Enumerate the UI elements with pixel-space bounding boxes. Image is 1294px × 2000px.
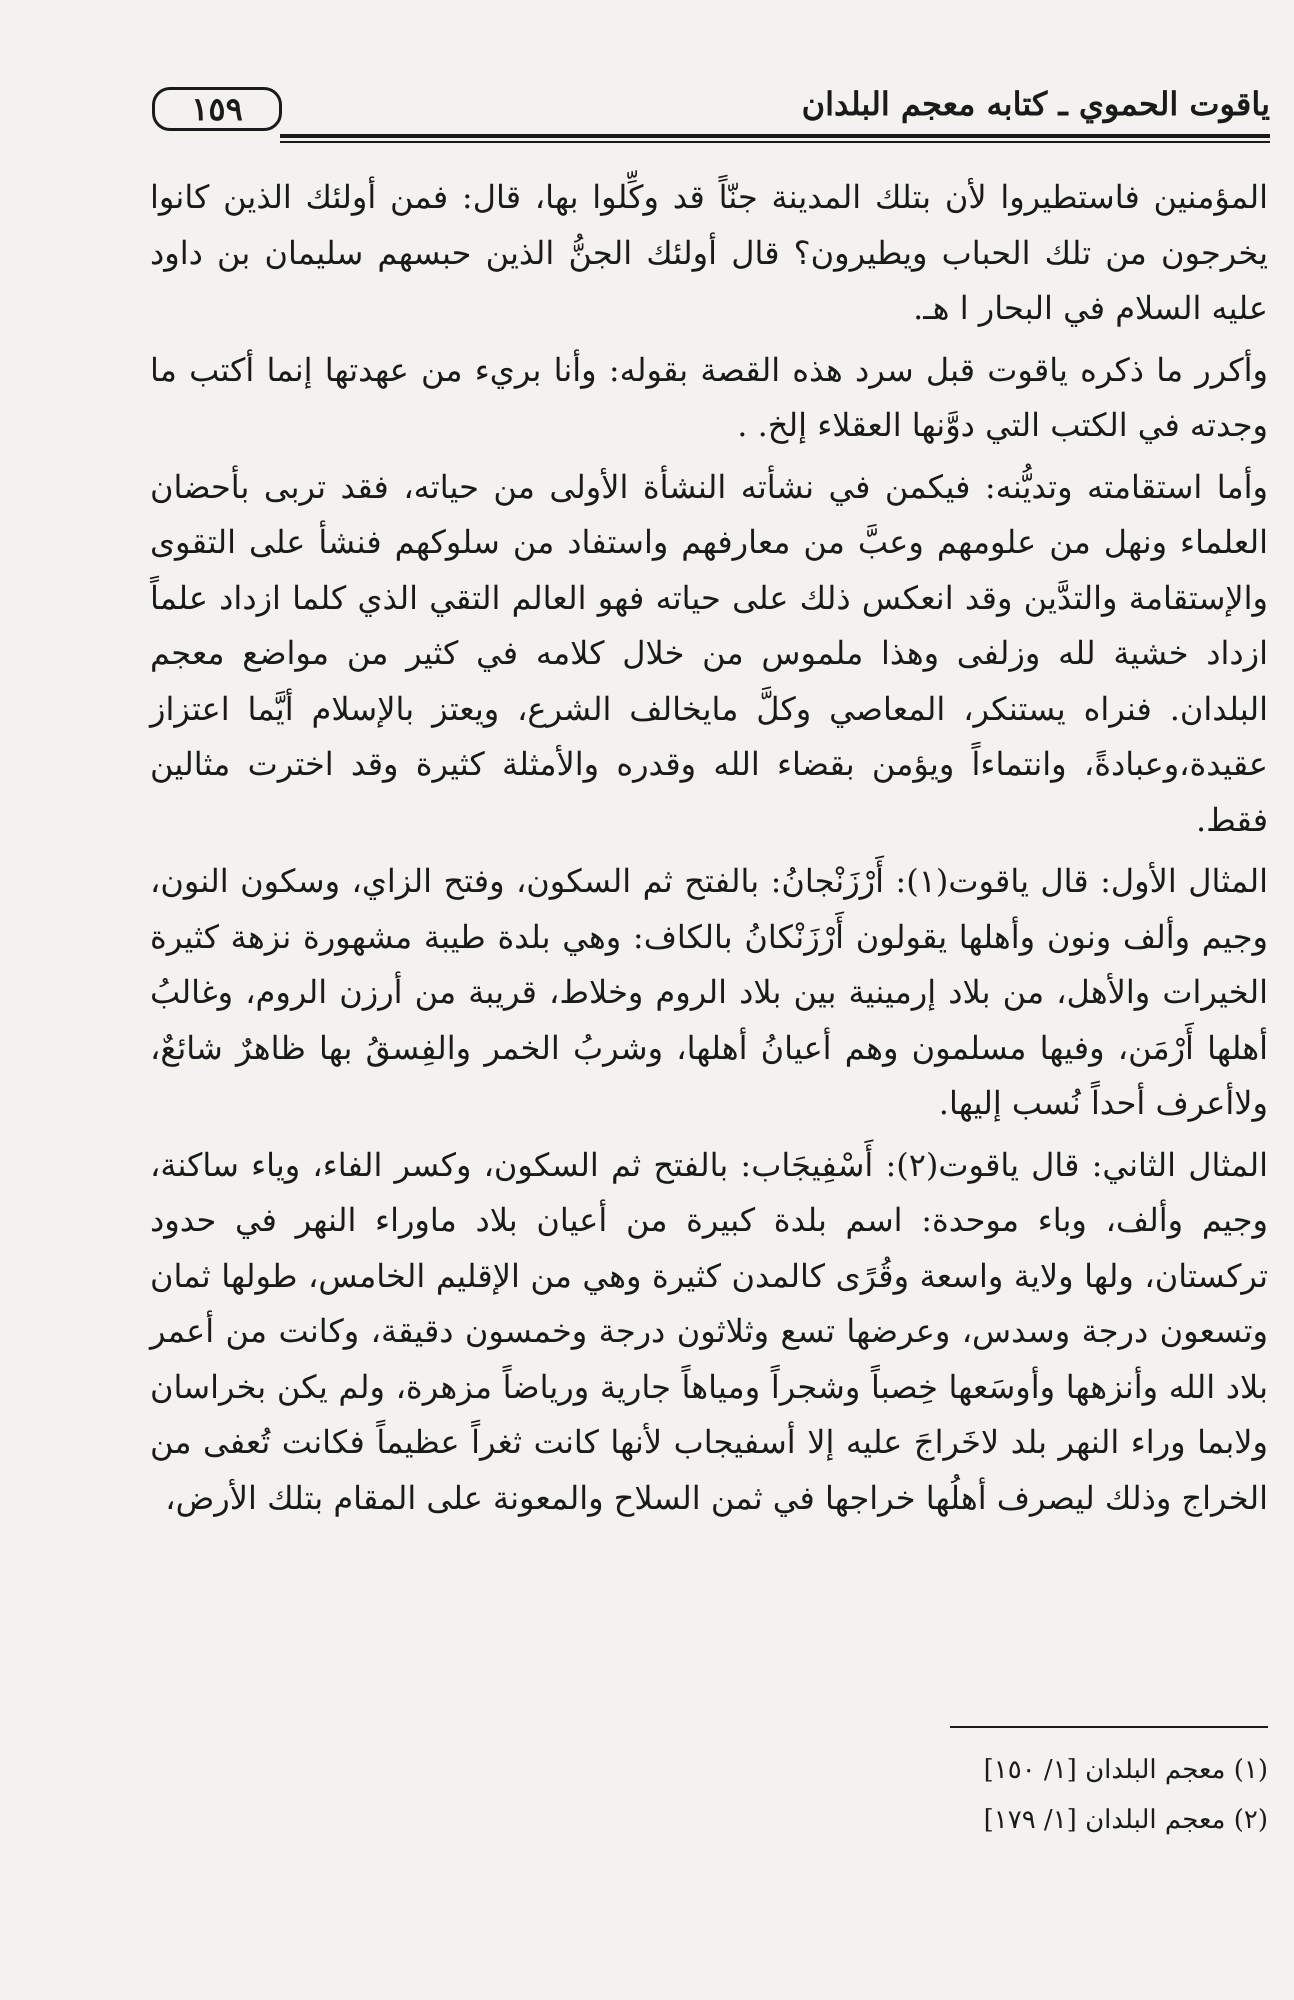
paragraph: وأكرر ما ذكره ياقوت قبل سرد هذه القصة بقوله: وأنا بريء من عهدتها إنما أكتب ما وجدته في الكتب التي دوَّنها العقلاء إلخ. . <box>150 350 1268 444</box>
footnote: (٢) معجم البلدان [١/ ١٧٩] <box>983 1805 1268 1835</box>
footnote: (١) معجم البلدان [١/ ١٥٠] <box>983 1755 1268 1785</box>
footnote-separator <box>950 1726 1268 1728</box>
header-rule <box>280 134 1270 138</box>
header-rule-thin <box>280 141 1270 143</box>
running-title: ياقوت الحموي ـ كتابه معجم البلدان <box>801 85 1270 123</box>
paragraph: المثال الأول: قال ياقوت(١): أَرْزَنْجانُ: بالفتح ثم السكون، وفتح الزاي، وسكون النون، وجيم وألف ونون وأهلها يقولون أَرْزَنْكانُ بالكاف: وهي بلدة طيبة مشهورة نزهة كثيرة الخيرات والأهل، من بلاد إرمينية بين بلاد الروم وخلاط، قريبة من أرزن الروم، وغالبُ أهلها أَرْمَن، وفيها مسلمون وهم أعيانُ أهلها، وشربُ الخمر والفِسقُ بها ظاهرٌ شائعٌ، ولاأعرف أحداً نُسب إليها. <box>150 862 1269 1122</box>
page-number: ١٥٩ <box>152 87 282 131</box>
paragraph: المؤمنين فاستطيروا لأن بتلك المدينة جنّاً قد وكِّلوا بها، قال: فمن أولئك الذين كانوا يخرجون من تلك الحباب ويطيرون؟ قال أولئك الجنُّ الذين حبسهم سليمان بن داود عليه السلام في البحار ا هـ. <box>150 178 1269 327</box>
page-header <box>150 85 1270 155</box>
footnotes <box>150 1745 1268 1845</box>
paragraph: وأما استقامته وتديُّنه: فيكمن في نشأته النشأة الأولى من حياته، فقد تربى بأحضان العلماء ونهل من علومهم وعبَّ من معارفهم واستفاد من سلوكهم فنشأ على التقوى والإستقامة والتدَّين وقد انعكس ذلك على حياته فهو العالم التقي الذي كلما ازداد علماً ازداد خشية لله وزلفى وهذا ملموس من خلال كلامه في كثير من مواضع معجم البلدان. فنراه يستنكر، المعاصي وكلَّ مايخالف الشرع، ويعتز بالإسلام أيَّما اعتزاز عقيدة،وعبادةً، وانتماءاً ويؤمن بقضاء الله وقدره والأمثلة كثيرة وقد اخترت مثالين فقط. <box>150 467 1269 839</box>
paragraph: المثال الثاني: قال ياقوت(٢): أَسْفِيجَاب: بالفتح ثم السكون، وكسر الفاء، وياء ساكنة، وجيم وألف، وباء موحدة: اسم بلدة كبيرة من أعيان بلاد ماوراء النهر في حدود تركستان، ولها ولاية واسعة وقُرًى كالمدن كثيرة وهي من الإقليم الخامس، طولها ثمان وتسعون درجة وسدس، وعرضها تسع وثلاثون درجة وخمسون دقيقة، وكانت من أعمر بلاد الله وأنزهها وأوسَعها خِصباً وشجراً ومياهاً جارية ورياضاً مزهرة، ولم يكن بخراسان ولابما وراء النهر بلد لاخَراجَ عليه إلا أسفيجاب لأنها كانت ثغراً عظيماً فكانت تُعفى من الخراج وذلك ليصرف أهلُها خراجها في ثمن السلاح والمعونة على المقام بتلك الأرض، <box>150 1145 1269 1517</box>
main-text <box>150 170 1268 1532</box>
